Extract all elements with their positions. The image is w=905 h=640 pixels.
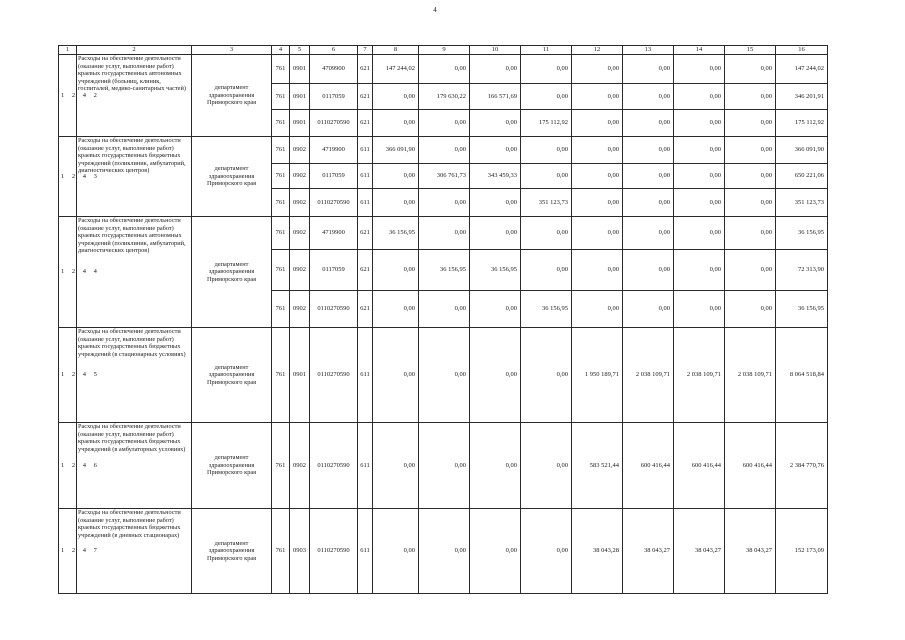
column-header-11: 11 (521, 46, 572, 55)
cell-col-8: 0,00 (373, 164, 419, 189)
cell-col-5: 0902 (290, 137, 310, 164)
cell-col-12: 0,00 (572, 164, 623, 189)
cell-col-6: 0117059 (310, 250, 358, 291)
cell-col-9: 36 156,95 (419, 250, 470, 291)
cell-col-15: 0,00 (725, 137, 776, 164)
cell-col-6: 4719900 (310, 137, 358, 164)
cell-col-8: 0,00 (373, 328, 419, 423)
cell-col-4: 761 (272, 291, 290, 328)
cell-col-10: 36 156,95 (470, 250, 521, 291)
page-number: 4 (433, 6, 437, 14)
cell-col-8: 147 244,02 (373, 55, 419, 84)
cell-col-5: 0902 (290, 164, 310, 189)
cell-col-9: 0,00 (419, 328, 470, 423)
cell-col-15: 0,00 (725, 84, 776, 110)
cell-col-12: 0,00 (572, 110, 623, 137)
cell-col-8: 0,00 (373, 110, 419, 137)
cell-col-9: 0,00 (419, 509, 470, 594)
expense-description: Расходы на обеспечение деятельности (оказание услуг, выполнение работ) краевых государственных бюджетных учреждений (в амбулаторных условиях) (77, 423, 192, 509)
cell-col-11: 0,00 (521, 217, 572, 250)
cell-col-13: 0,00 (623, 164, 674, 189)
department-name: департамент здравоохранения Приморского края (192, 328, 272, 423)
cell-col-12: 583 521,44 (572, 423, 623, 509)
cell-col-7: 621 (358, 250, 373, 291)
row-code: 1 2 4 2 (59, 55, 77, 137)
cell-col-6: 0110270590 (310, 189, 358, 217)
cell-col-10: 0,00 (470, 110, 521, 137)
cell-col-14: 2 038 109,71 (674, 328, 725, 423)
cell-col-4: 761 (272, 137, 290, 164)
cell-col-14: 0,00 (674, 137, 725, 164)
column-header-2: 2 (77, 46, 192, 55)
cell-col-7: 611 (358, 423, 373, 509)
column-header-12: 12 (572, 46, 623, 55)
department-name: департамент здравоохранения Приморского края (192, 217, 272, 328)
column-header-5: 5 (290, 46, 310, 55)
cell-col-15: 0,00 (725, 189, 776, 217)
cell-col-8: 0,00 (373, 291, 419, 328)
cell-col-16: 152 173,09 (776, 509, 828, 594)
table-row (59, 328, 828, 423)
cell-col-7: 611 (358, 509, 373, 594)
cell-col-4: 761 (272, 328, 290, 423)
cell-col-11: 0,00 (521, 55, 572, 84)
cell-col-9: 0,00 (419, 189, 470, 217)
expense-description: Расходы на обеспечение деятельности (оказание услуг, выполнение работ) краевых государственных автономных учреждений (поликлиник, амбулаторий, диагностических центров) (77, 217, 192, 328)
cell-col-8: 36 156,95 (373, 217, 419, 250)
row-code: 1 2 4 3 (59, 137, 77, 217)
cell-col-10: 0,00 (470, 423, 521, 509)
cell-col-5: 0901 (290, 55, 310, 84)
cell-col-14: 0,00 (674, 55, 725, 84)
cell-col-7: 621 (358, 84, 373, 110)
cell-col-16: 2 384 770,76 (776, 423, 828, 509)
cell-col-9: 306 761,73 (419, 164, 470, 189)
cell-col-8: 0,00 (373, 84, 419, 110)
cell-col-8: 366 091,90 (373, 137, 419, 164)
cell-col-11: 0,00 (521, 137, 572, 164)
cell-col-7: 621 (358, 110, 373, 137)
cell-col-11: 0,00 (521, 84, 572, 110)
cell-col-14: 600 416,44 (674, 423, 725, 509)
row-code: 1 2 4 5 (59, 328, 77, 423)
cell-col-9: 0,00 (419, 55, 470, 84)
cell-col-10: 0,00 (470, 189, 521, 217)
cell-col-4: 761 (272, 250, 290, 291)
cell-col-15: 0,00 (725, 250, 776, 291)
cell-col-13: 0,00 (623, 189, 674, 217)
cell-col-5: 0901 (290, 110, 310, 137)
column-header-10: 10 (470, 46, 521, 55)
cell-col-13: 0,00 (623, 55, 674, 84)
column-header-16: 16 (776, 46, 828, 55)
cell-col-10: 0,00 (470, 217, 521, 250)
cell-col-12: 0,00 (572, 84, 623, 110)
cell-col-16: 650 221,06 (776, 164, 828, 189)
cell-col-5: 0902 (290, 291, 310, 328)
cell-col-8: 0,00 (373, 423, 419, 509)
cell-col-5: 0903 (290, 509, 310, 594)
cell-col-12: 0,00 (572, 291, 623, 328)
column-header-1: 1 (59, 46, 77, 55)
cell-col-15: 0,00 (725, 164, 776, 189)
department-name: департамент здравоохранения Приморского края (192, 137, 272, 217)
expense-description: Расходы на обеспечение деятельности (оказание услуг, выполнение работ) краевых государственных автономных учреждений (больниц, клиник, госпиталей, медико-санитарных частей) (77, 55, 192, 137)
cell-col-10: 166 571,69 (470, 84, 521, 110)
column-header-15: 15 (725, 46, 776, 55)
cell-col-14: 0,00 (674, 164, 725, 189)
expense-description: Расходы на обеспечение деятельности (оказание услуг, выполнение работ) краевых государственных бюджетных учреждений (в дневных стационарах) (77, 509, 192, 594)
cell-col-9: 0,00 (419, 110, 470, 137)
column-header-13: 13 (623, 46, 674, 55)
cell-col-15: 0,00 (725, 217, 776, 250)
cell-col-16: 8 064 518,84 (776, 328, 828, 423)
cell-col-11: 0,00 (521, 423, 572, 509)
cell-col-13: 0,00 (623, 217, 674, 250)
row-code: 1 2 4 7 (59, 509, 77, 594)
cell-col-13: 0,00 (623, 137, 674, 164)
expense-description: Расходы на обеспечение деятельности (оказание услуг, выполнение работ) краевых государственных бюджетных учреждений (поликлиник, амбулаторий, диагностических центров) (77, 137, 192, 217)
cell-col-8: 0,00 (373, 189, 419, 217)
cell-col-7: 621 (358, 55, 373, 84)
cell-col-15: 0,00 (725, 55, 776, 84)
cell-col-5: 0902 (290, 189, 310, 217)
cell-col-13: 0,00 (623, 291, 674, 328)
cell-col-13: 600 416,44 (623, 423, 674, 509)
cell-col-15: 2 038 109,71 (725, 328, 776, 423)
cell-col-5: 0902 (290, 423, 310, 509)
cell-col-4: 761 (272, 110, 290, 137)
cell-col-4: 761 (272, 217, 290, 250)
cell-col-4: 761 (272, 164, 290, 189)
cell-col-12: 0,00 (572, 137, 623, 164)
cell-col-16: 36 156,95 (776, 291, 828, 328)
table-row (59, 217, 828, 250)
cell-col-5: 0902 (290, 250, 310, 291)
cell-col-14: 0,00 (674, 84, 725, 110)
expense-description: Расходы на обеспечение деятельности (оказание услуг, выполнение работ) краевых государственных бюджетных учреждений (в стационарных условиях) (77, 328, 192, 423)
cell-col-6: 4719900 (310, 217, 358, 250)
cell-col-10: 343 459,33 (470, 164, 521, 189)
cell-col-6: 0110270590 (310, 509, 358, 594)
cell-col-14: 0,00 (674, 250, 725, 291)
cell-col-6: 4709900 (310, 55, 358, 84)
department-name: департамент здравоохранения Приморского края (192, 423, 272, 509)
cell-col-16: 36 156,95 (776, 217, 828, 250)
cell-col-4: 761 (272, 84, 290, 110)
cell-col-4: 761 (272, 189, 290, 217)
cell-col-16: 72 313,90 (776, 250, 828, 291)
cell-col-14: 0,00 (674, 110, 725, 137)
cell-col-7: 621 (358, 291, 373, 328)
column-header-9: 9 (419, 46, 470, 55)
cell-col-16: 147 244,02 (776, 55, 828, 84)
column-header-8: 8 (373, 46, 419, 55)
cell-col-14: 38 043,27 (674, 509, 725, 594)
cell-col-11: 0,00 (521, 328, 572, 423)
cell-col-12: 0,00 (572, 55, 623, 84)
cell-col-6: 0110270590 (310, 328, 358, 423)
cell-col-11: 175 112,92 (521, 110, 572, 137)
cell-col-9: 0,00 (419, 137, 470, 164)
cell-col-7: 611 (358, 189, 373, 217)
cell-col-5: 0901 (290, 84, 310, 110)
cell-col-10: 0,00 (470, 509, 521, 594)
cell-col-13: 0,00 (623, 250, 674, 291)
cell-col-13: 0,00 (623, 84, 674, 110)
cell-col-15: 0,00 (725, 110, 776, 137)
cell-col-4: 761 (272, 423, 290, 509)
cell-col-7: 611 (358, 137, 373, 164)
cell-col-9: 0,00 (419, 217, 470, 250)
cell-col-11: 36 156,95 (521, 291, 572, 328)
table-row (59, 55, 828, 84)
cell-col-16: 366 091,90 (776, 137, 828, 164)
cell-col-6: 0110270590 (310, 110, 358, 137)
cell-col-7: 611 (358, 328, 373, 423)
cell-col-15: 0,00 (725, 291, 776, 328)
cell-col-10: 0,00 (470, 137, 521, 164)
column-header-6: 6 (310, 46, 358, 55)
table-row (59, 423, 828, 509)
cell-col-6: 0117059 (310, 84, 358, 110)
cell-col-11: 351 123,73 (521, 189, 572, 217)
cell-col-11: 0,00 (521, 509, 572, 594)
cell-col-11: 0,00 (521, 164, 572, 189)
department-name: департамент здравоохранения Приморского края (192, 55, 272, 137)
column-header-7: 7 (358, 46, 373, 55)
cell-col-8: 0,00 (373, 250, 419, 291)
cell-col-9: 179 630,22 (419, 84, 470, 110)
cell-col-12: 38 043,28 (572, 509, 623, 594)
cell-col-16: 351 123,73 (776, 189, 828, 217)
cell-col-12: 0,00 (572, 189, 623, 217)
cell-col-4: 761 (272, 55, 290, 84)
cell-col-16: 346 201,91 (776, 84, 828, 110)
cell-col-13: 0,00 (623, 110, 674, 137)
cell-col-13: 2 038 109,71 (623, 328, 674, 423)
cell-col-10: 0,00 (470, 291, 521, 328)
column-header-14: 14 (674, 46, 725, 55)
cell-col-4: 761 (272, 509, 290, 594)
cell-col-10: 0,00 (470, 55, 521, 84)
cell-col-14: 0,00 (674, 291, 725, 328)
cell-col-10: 0,00 (470, 328, 521, 423)
cell-col-9: 0,00 (419, 423, 470, 509)
cell-col-5: 0902 (290, 217, 310, 250)
cell-col-8: 0,00 (373, 509, 419, 594)
column-header-3: 3 (192, 46, 272, 55)
cell-col-7: 621 (358, 217, 373, 250)
cell-col-15: 38 043,27 (725, 509, 776, 594)
column-header-4: 4 (272, 46, 290, 55)
table-row (59, 509, 828, 594)
cell-col-13: 38 043,27 (623, 509, 674, 594)
cell-col-6: 0110270590 (310, 291, 358, 328)
cell-col-12: 0,00 (572, 217, 623, 250)
header-row (59, 46, 828, 55)
row-code: 1 2 4 4 (59, 217, 77, 328)
cell-col-6: 0117059 (310, 164, 358, 189)
department-name: департамент здравоохранения Приморского края (192, 509, 272, 594)
cell-col-12: 0,00 (572, 250, 623, 291)
budget-table (58, 45, 828, 594)
cell-col-15: 600 416,44 (725, 423, 776, 509)
cell-col-12: 1 950 189,71 (572, 328, 623, 423)
cell-col-7: 611 (358, 164, 373, 189)
cell-col-6: 0110270590 (310, 423, 358, 509)
cell-col-14: 0,00 (674, 217, 725, 250)
cell-col-16: 175 112,92 (776, 110, 828, 137)
cell-col-9: 0,00 (419, 291, 470, 328)
table-row (59, 137, 828, 164)
cell-col-11: 0,00 (521, 250, 572, 291)
cell-col-14: 0,00 (674, 189, 725, 217)
row-code: 1 2 4 6 (59, 423, 77, 509)
cell-col-5: 0901 (290, 328, 310, 423)
